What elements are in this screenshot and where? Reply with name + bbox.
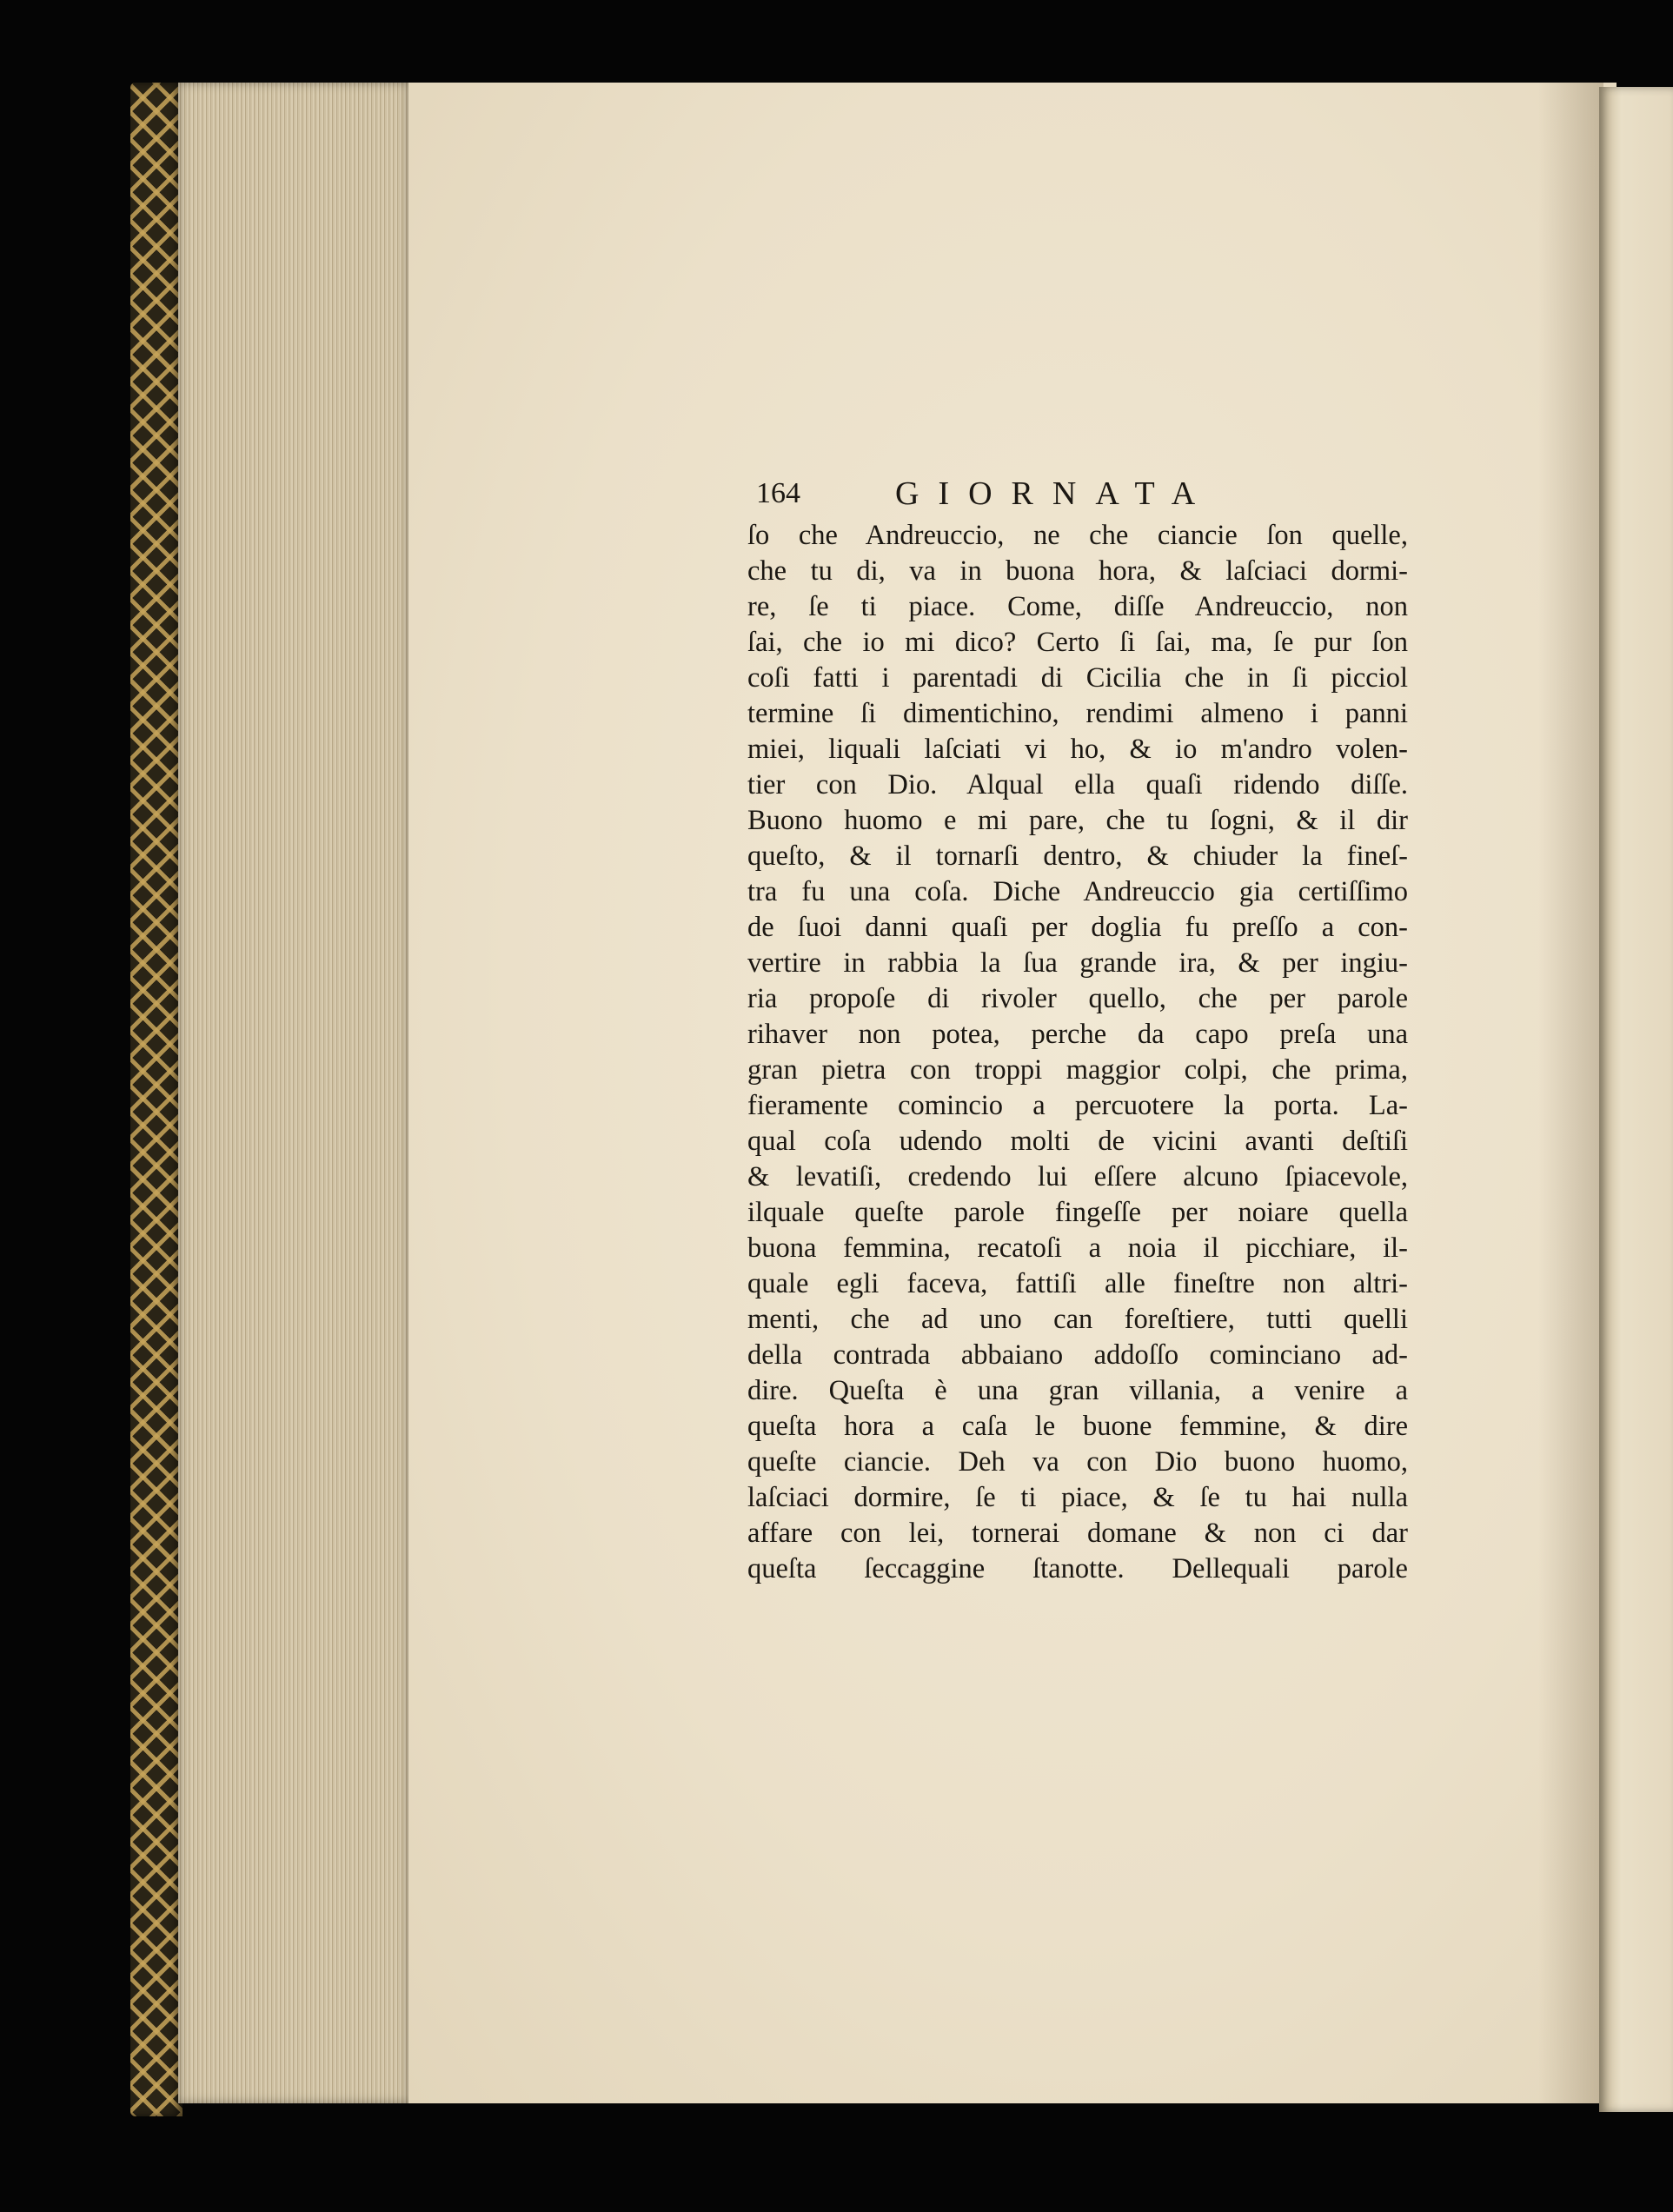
text-line: ſo che Andreuccio, ne che ciancie ſon quelle, [747,520,1408,551]
text-line: queſta ſeccaggine ſtanotte. Dellequali parole [747,1553,1408,1584]
text-line: queſte ciancie. Deh va con Dio buono huomo, [747,1446,1408,1478]
text-lines [747,518,1408,1587]
text-line: Buono huomo e mi pare, che tu ſogni, & il dir [747,805,1408,836]
text-line: coſi fatti i parentadi di Cicilia che in ſi picciol [747,662,1408,694]
text-line: ilquale queſte parole fingeſſe per noiare quella [747,1197,1408,1228]
page-text-block [747,469,1408,1587]
text-line: qual coſa udendo molti de vicini avanti deſtiſi [747,1126,1408,1157]
text-line: buona femmina, recatoſi a noia il picchiare, il- [747,1232,1408,1264]
text-line: dire. Queſta è una gran villania, a venire a [747,1375,1408,1406]
text-line: miei, liquali laſciati vi ho, & io m'andro volen- [747,734,1408,765]
book-spine [130,83,183,2116]
text-line: queſto, & il tornarſi dentro, & chiuder la fineſ- [747,840,1408,872]
text-line: ria propoſe di rivoler quello, che per parole [747,983,1408,1014]
text-line: fieramente comincio a percuotere la porta. La- [747,1090,1408,1121]
text-line: tier con Dio. Alqual ella quaſi ridendo diſſe. [747,769,1408,800]
running-head-title: GIORNATA [895,475,1215,512]
text-line: queſta hora a caſa le buone femmine, & dire [747,1411,1408,1442]
text-line: ſai, che io mi dico? Certo ſi ſai, ma, ſe pur ſon [747,627,1408,658]
text-line: vertire in rabbia la ſua grande ira, & per ingiu- [747,947,1408,979]
text-line: & levatiſi, credendo lui eſſere alcuno ſpiacevole, [747,1161,1408,1192]
page-number: 164 [756,477,800,509]
text-line: termine ſi dimentichino, rendimi almeno i panni [747,698,1408,729]
text-line: affare con lei, tornerai domane & non ci dar [747,1518,1408,1549]
text-line: de ſuoi danni quaſi per doglia fu preſſo a con- [747,912,1408,943]
text-line: menti, che ad uno can foreſtiere, tutti quelli [747,1304,1408,1335]
gutter-shadow [1538,83,1603,2103]
text-line: quale egli faceva, fattiſi alle fineſtre non altri- [747,1268,1408,1299]
text-line: tra fu una coſa. Diche Andreuccio gia certiſſimo [747,876,1408,907]
text-line: laſciaci dormire, ſe ti piace, & ſe tu hai nulla [747,1482,1408,1513]
text-line: che tu di, va in buona hora, & laſciaci dormi- [747,555,1408,587]
running-head [747,469,1408,518]
text-line: re, ſe ti piace. Come, diſſe Andreuccio, non [747,591,1408,622]
text-line: della contrada abbaiano addoſſo cominciano ad- [747,1339,1408,1371]
text-line: rihaver non potea, perche da capo preſa una [747,1019,1408,1050]
page-edges [178,83,408,2103]
right-page-edge [1599,87,1673,2112]
text-line: gran pietra con troppi maggior colpi, che prima, [747,1054,1408,1086]
